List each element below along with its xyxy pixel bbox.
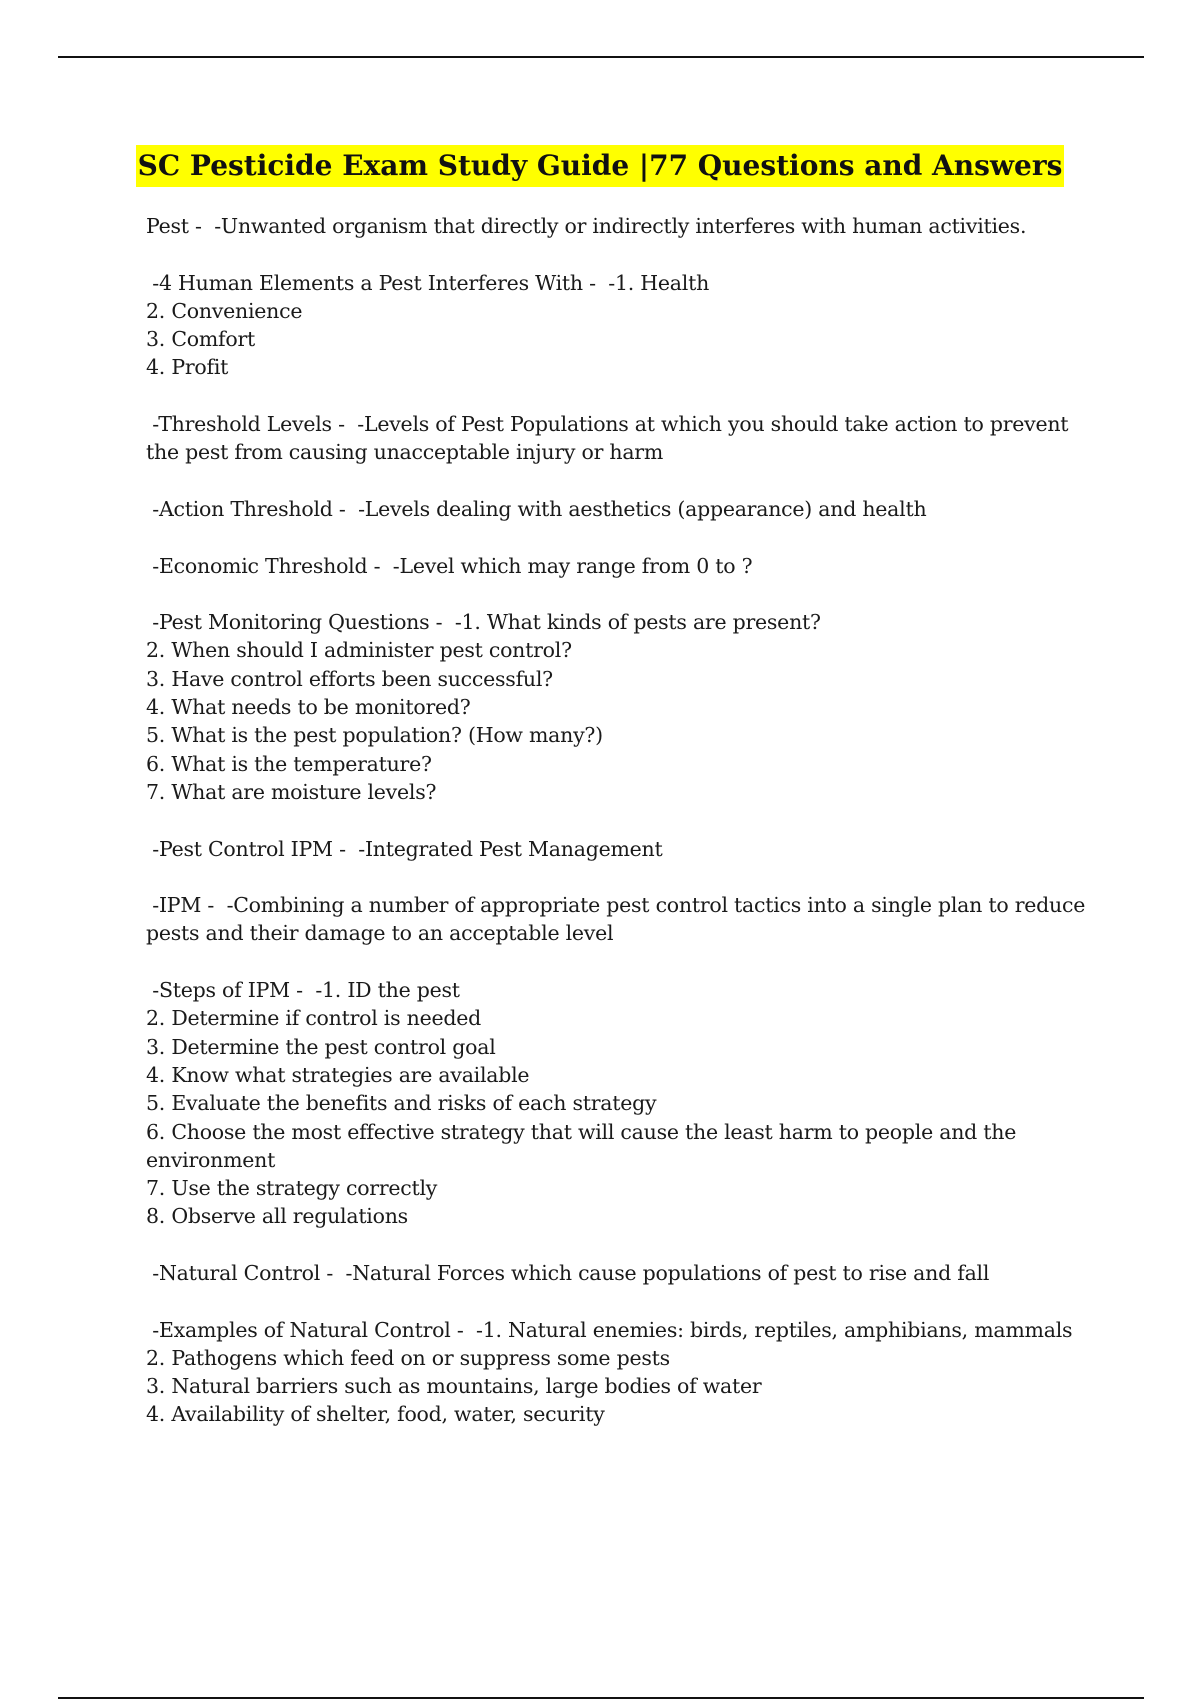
entry-line: 3. Comfort [146,327,256,352]
entry-line: 3. Determine the pest control goal [146,1034,496,1059]
entry-line: -Threshold Levels - -Levels of Pest Populations at which you should take action to prevent [146,412,1069,437]
qa-entry [146,608,1106,806]
entry-line: 2. Determine if control is needed [146,1006,481,1031]
entry-line: -Pest Monitoring Questions - -1. What kinds of pests are present? [146,610,821,635]
entry-line: 4. Profit [146,355,229,380]
entry-line: 7. What are moisture levels? [146,779,437,804]
entry-line: 8. Observe all regulations [146,1204,408,1229]
qa-entry [146,495,1106,523]
entry-line: 4. Availability of shelter, food, water, security [146,1402,605,1427]
entry-line: 5. Evaluate the benefits and risks of each strategy [146,1091,657,1116]
entry-line: the pest from causing unacceptable injury or harm [146,440,664,465]
entry-line: -Examples of Natural Control - -1. Natural enemies: birds, reptiles, amphibians, mammals [146,1317,1073,1342]
entry-line: 2. Pathogens which feed on or suppress some pests [146,1345,670,1370]
qa-entry [146,891,1106,948]
top-rule [58,56,1144,58]
entry-line: 5. What is the pest population? (How many?) [146,723,603,748]
entry-line: -Economic Threshold - -Level which may range from 0 to ? [146,553,753,578]
qa-entry [146,212,1106,240]
entry-line: pests and their damage to an acceptable level [146,921,614,946]
entry-line: environment [146,1147,276,1172]
document-title: SC Pesticide Exam Study Guide |77 Questions and Answers [136,145,1065,187]
entry-line: 7. Use the strategy correctly [146,1176,438,1201]
entry-line: -IPM - -Combining a number of appropriate pest control tactics into a single plan to reduce [146,893,1086,918]
entry-line: -Steps of IPM - -1. ID the pest [146,978,460,1003]
entry-line: 3. Natural barriers such as mountains, large bodies of water [146,1374,762,1399]
entry-line: -Natural Control - -Natural Forces which cause populations of pest to rise and fall [146,1260,990,1285]
entry-line: 2. Convenience [146,298,303,323]
entry-line: 4. What needs to be monitored? [146,695,471,720]
qa-entry [146,1316,1106,1429]
entry-line: 2. When should I administer pest control? [146,638,572,663]
entry-line: 4. Know what strategies are available [146,1062,530,1087]
qa-entry [146,269,1106,382]
entry-line: Pest - -Unwanted organism that directly or indirectly interferes with human activities. [146,214,1027,238]
qa-entry [146,410,1106,467]
qa-entry [146,835,1106,863]
bottom-rule [58,1697,1144,1699]
qa-entry [146,976,1106,1231]
qa-entry [146,552,1106,580]
entry-line: -4 Human Elements a Pest Interferes With - -1. Health [146,270,710,295]
entry-line: -Pest Control IPM - -Integrated Pest Management [146,836,663,861]
entry-line: -Action Threshold - -Levels dealing with aesthetics (appearance) and health [146,496,927,521]
entry-line: 6. What is the temperature? [146,751,432,776]
document-body [146,212,1106,1457]
title-container [0,145,1200,187]
entry-line: 3. Have control efforts been successful? [146,666,553,691]
entry-line: 6. Choose the most effective strategy that will cause the least harm to people and the [146,1119,1017,1144]
qa-entry [146,1259,1106,1287]
